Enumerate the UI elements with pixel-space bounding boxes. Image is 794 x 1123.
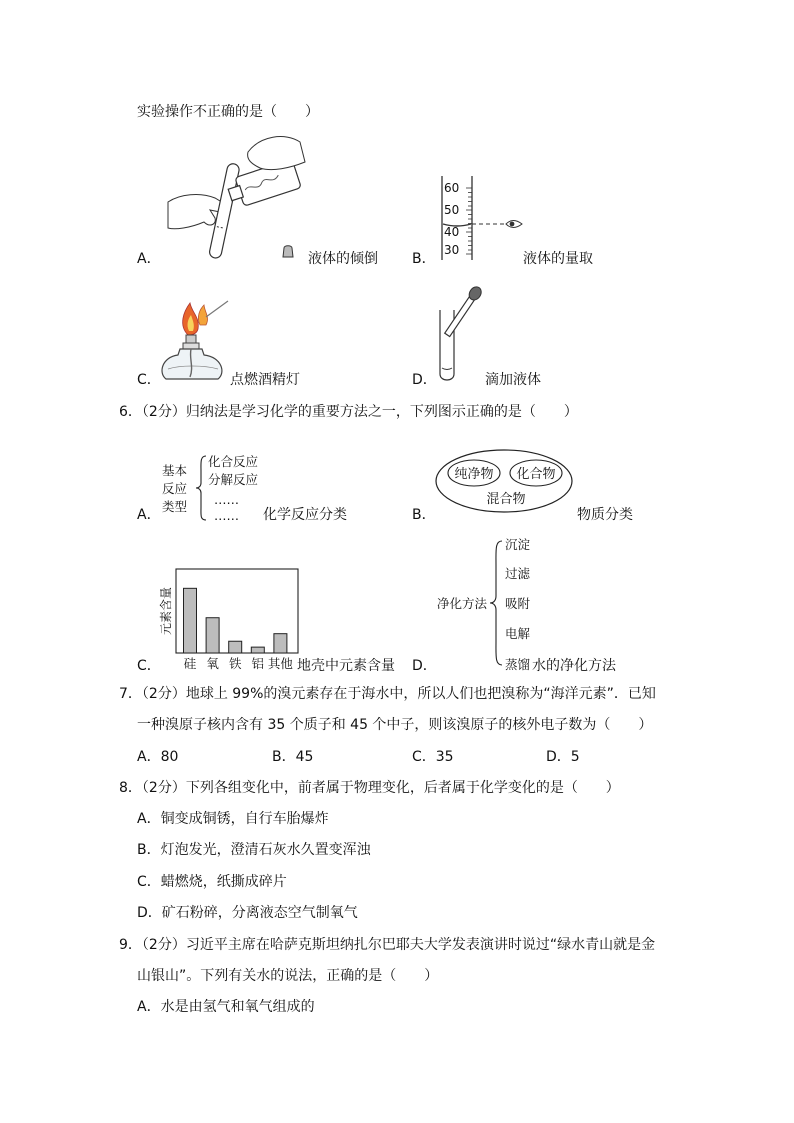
q6-option-a-letter[interactable]: A． [137,507,161,523]
x-tick-label-1: 氧 [206,656,219,671]
cylinder-tick-40: 40 [444,225,460,239]
q5-option-d-caption: 滴加液体 [485,372,541,388]
x-tick-label-3: 铝 [251,656,265,671]
q9-stem-line-1: 9．（2分）习近平主席在哈萨克斯坦纳扎尔巴耶夫大学发表演讲时说过“绿水青山就是金 [119,937,656,953]
q7-option-c[interactable]: C．35 [412,749,454,765]
q6-stem: 6．（2分）归纳法是学习化学的重要方法之一，下列图示正确的是（ ） [119,404,578,420]
q6-option-b-caption: 物质分类 [577,507,633,523]
q5-option-c-caption: 点燃酒精灯 [230,372,300,388]
q6-option-d-caption: 水的净化方法 [532,658,616,674]
chart-ylabel: 元素含量 [159,586,173,636]
x-tick-label-2: 铁 [228,656,242,671]
q8-option-c[interactable]: C．蜡燃烧，纸撕成碎片 [137,874,287,890]
q6-option-c-letter[interactable]: C． [137,658,161,674]
q9-stem-line-2: 山银山”。下列有关水的说法，正确的是（ ） [137,968,439,984]
q5-option-b-letter[interactable]: B． [412,251,436,267]
q6-a-left-label-2: 反应 [162,481,188,496]
q5-stem-tail: 实验操作不正确的是（ ） [137,104,319,120]
q8-option-b[interactable]: B．灯泡发光，澄清石灰水久置变浑浊 [137,842,371,858]
q5-option-a-caption: 液体的倾倒 [308,251,378,267]
x-tick-label-4: 其他 [267,656,293,671]
q6-a-branch-3: …… [214,492,239,507]
q6-a-branch-4: …… [214,508,239,523]
bar-3 [251,647,264,653]
q8-stem: 8．（2分）下列各组变化中，前者属于物理变化，后者属于化学变化的是（ ） [119,780,620,796]
dropper-illustration [436,280,486,385]
q9-option-a[interactable]: A．水是由氢气和氧气组成的 [137,999,315,1015]
q6-d-branch-1: 沉淀 [505,537,531,552]
q5-option-b-caption: 液体的量取 [523,251,593,267]
brace-icon [195,455,207,521]
bar-4 [274,634,287,653]
q8-option-d[interactable]: D．矿石粉碎，分离液态空气制氧气 [137,905,358,921]
q8-option-a[interactable]: A．铜变成铜锈，自行车胎爆炸 [137,811,329,827]
cylinder-tick-30: 30 [444,243,460,257]
q7-option-b[interactable]: B．45 [272,749,314,765]
cylinder-tick-60: 60 [444,181,460,195]
q6-d-branch-3: 吸附 [505,596,531,611]
q7-option-d[interactable]: D．5 [546,749,580,765]
q6-option-b-letter[interactable]: B． [412,507,436,523]
q6-a-branch-1: 化合反应 [208,454,259,469]
q6-option-d-letter[interactable]: D． [412,658,437,674]
q5-option-a-letter[interactable]: A． [137,251,161,267]
q7-stem-line-2: 一种溴原子核内含有 35 个质子和 45 个中子，则该溴原子的核外电子数为（ ） [137,717,653,733]
q6-a-branch-2: 分解反应 [208,472,259,487]
q6-a-left-label-1: 基本 [162,463,188,478]
q6-d-left-label: 净化方法 [437,596,488,611]
x-tick-label-0: 硅 [183,656,197,671]
bar-1 [206,618,219,653]
q6-option-a-caption: 化学反应分类 [263,507,347,523]
inner-right-label: 化合物 [516,467,556,482]
matter-classification-diagram [434,448,574,514]
graduated-cylinder-illustration [438,174,528,264]
q5-option-d-letter[interactable]: D． [412,372,437,388]
outer-label: 混合物 [486,492,526,507]
alcohol-lamp-illustration [160,295,240,387]
q7-option-a[interactable]: A．80 [137,749,179,765]
eye-icon [506,221,522,228]
q7-stem-line-1: 7．（2分）地球上 99%的溴元素存在于海水中，所以人们也把溴称为“海洋元素”．已知 [119,686,656,702]
crust-element-bar-chart [158,566,303,672]
q6-option-c-caption: 地壳中元素含量 [297,658,395,674]
q6-d-branch-2: 过滤 [505,566,531,581]
cylinder-tick-50: 50 [444,203,460,217]
q6-d-branch-4: 电解 [505,626,531,641]
bar-2 [229,641,242,653]
bar-0 [184,588,197,653]
q5-option-c-letter[interactable]: C． [137,372,161,388]
q6-d-branch-5: 蒸馏 [505,657,531,672]
brace-icon [489,540,503,666]
inner-left-label: 纯净物 [454,467,494,482]
bottle-stopper-icon [280,243,296,259]
q6-a-left-label-3: 类型 [162,499,188,514]
